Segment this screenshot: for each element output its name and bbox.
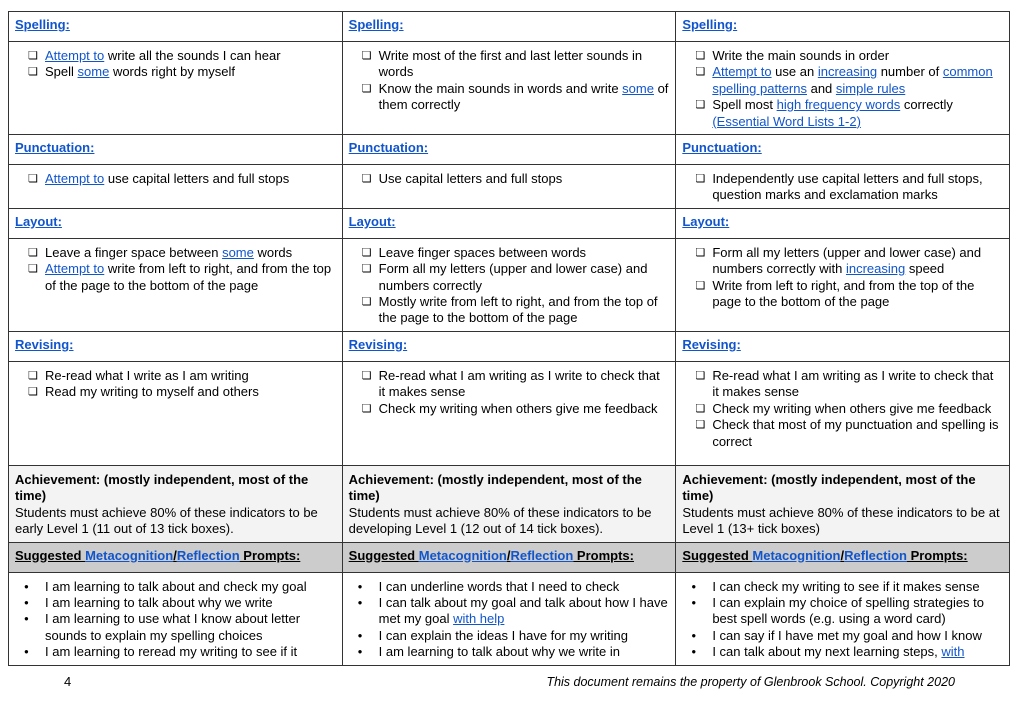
checkbox-list [15,245,336,294]
checkbox-list [682,171,1003,204]
checkbox-list [15,48,336,81]
checkbox-item [379,48,670,81]
section-heading-link[interactable]: Revising: [15,336,74,352]
item-text: I can underline words that I need to check [378,578,620,594]
section-heading-link[interactable]: Layout: [15,213,62,229]
item-text: use an [771,64,818,80]
indicator-cell [676,165,1010,209]
section-heading-link[interactable]: Layout: [348,213,396,229]
prompt-item [712,595,1003,628]
item-text: Write the main sounds in order [712,48,890,63]
item-text: I can explain the ideas I have for my writing [378,627,628,643]
prompts-header-row [9,542,1010,572]
section-header-cell [9,12,343,42]
prompts-header-cell [9,542,343,572]
checkbox-item [379,261,670,294]
inline-link[interactable]: common spelling patterns [712,64,993,96]
section-header-cell [676,208,1010,238]
item-text: use capital letters and full stops [104,171,290,187]
checkbox-item [712,48,1003,64]
prompt-item [379,579,670,595]
indicator-cell [676,361,1010,465]
item-text: Leave finger spaces between words [378,244,587,260]
item-text: Spell most [712,97,777,113]
checkbox-item [45,261,336,294]
item-text: Spell [45,64,78,80]
section-header-cell [676,331,1010,361]
checkbox-item [45,171,336,187]
item-text: Re-read what I am writing as I write to check that it makes sense [712,367,994,400]
section-heading-link[interactable]: Layout: [682,213,730,229]
inline-link[interactable]: simple rules [835,80,906,96]
metacognition-link[interactable]: Metacognition [752,547,841,563]
checkbox-item [379,368,670,401]
inline-link[interactable]: Attempt to [45,261,105,277]
prompt-item [712,628,1003,644]
section-heading-link[interactable]: Punctuation: [348,140,429,156]
achievement-text: Students must achieve 80% of these indicators to be developing Level 1 (12 out of 14 tick boxes). [348,504,652,537]
item-text: write all the sounds I can hear [104,48,281,63]
checkbox-item [45,48,336,64]
inline-link[interactable]: with help [453,611,505,627]
prompt-list [349,579,670,661]
section-content-row [9,238,1010,331]
prompt-item [712,644,1003,660]
checkbox-item [712,401,1003,417]
prompts-header-cell [342,542,676,572]
checkbox-item [712,278,1003,311]
prompts-cell [676,572,1010,665]
item-text: Write from left to right, and from the top of the page to the bottom of the page [712,277,975,310]
prompts-cell [9,572,343,665]
achievement-text: Students must achieve 80% of these indicators to be at Level 1 (13+ tick boxes) [682,504,1000,537]
prompt-item [45,595,336,611]
section-heading-link[interactable]: Revising: [348,336,408,352]
achievement-text: Students must achieve 80% of these indicators to be early Level 1 (11 out of 13 tick boxes). [15,504,318,537]
metacognition-link[interactable]: Metacognition [85,547,174,563]
item-text: I am learning to talk about why we write [45,594,273,610]
item-text: speed [905,261,945,277]
inline-link[interactable]: Attempt to [712,64,772,80]
achievement-row [9,465,1010,542]
checkbox-item [45,245,336,261]
item-text: Know the main sounds in words and write [378,80,623,96]
checkbox-item [712,417,1003,450]
prompt-item [379,595,670,628]
inline-link[interactable]: high frequency words [776,97,901,113]
item-text: I am learning to reread my writing to see if it [45,644,298,660]
indicator-cell [9,238,343,331]
inline-link[interactable]: increasing [845,261,906,277]
checkbox-item [45,368,336,384]
prompts-heading-suffix: Prompts: [573,547,634,563]
section-header-cell [676,12,1010,42]
item-text: and [806,80,836,96]
item-text: I am learning to use what I know about letter sounds to explain my spelling choices [45,611,301,643]
item-text: I am learning to talk about and check my goal [45,578,307,594]
copyright-notice: This document remains the property of Glenbrook School. Copyright 2020 [546,674,955,689]
inline-link[interactable]: some [622,80,654,96]
achievement-title: Achievement: (mostly independent, most of the time) [682,471,976,504]
section-header-cell [9,135,343,165]
prompt-list [15,579,336,661]
section-header-cell [342,208,676,238]
section-header-cell [9,331,343,361]
prompts-heading-slash: / [840,547,845,563]
checkbox-item [379,401,670,417]
inline-link[interactable]: some [222,244,254,260]
item-text: correctly [900,97,953,113]
achievement-cell [342,465,676,542]
reflection-link[interactable]: Reflection [844,547,907,563]
section-header-row [9,12,1010,42]
checkbox-list [15,171,336,187]
inline-link[interactable]: Attempt to [45,171,105,187]
section-content-row [9,361,1010,465]
prompt-list [682,579,1003,661]
item-text: Check my writing when others give me feedback [378,400,658,416]
page-footer [8,674,1010,690]
checkbox-list [349,48,670,114]
item-text: of them correctly [378,80,669,113]
item-text: write from left to right, and from the top of the page to the bottom of the page [45,261,332,293]
indicator-cell [9,42,343,135]
inline-link[interactable]: Attempt to [45,48,105,63]
inline-link[interactable]: (Essential Word Lists 1-2) [712,113,861,129]
item-text: Re-read what I write as I am writing [45,367,249,383]
section-content-row [9,165,1010,209]
indicator-cell [9,361,343,465]
item-text: Check my writing when others give me feedback [712,400,992,416]
section-header-cell [342,331,676,361]
section-heading-link[interactable]: Spelling: [348,17,404,32]
checkbox-item [379,294,670,327]
item-text: Form all my letters (upper and lower case) and numbers correctly [378,261,648,293]
checkbox-list [682,245,1003,311]
item-text: I can talk about my goal and talk about how I have met my goal [378,594,668,627]
checkbox-item [712,368,1003,401]
indicator-cell [342,165,676,209]
item-text: Leave a finger space between [45,244,223,260]
checkbox-item [45,384,336,400]
item-text: Write most of the first and last letter sounds in words [378,48,643,80]
prompts-heading-text: Suggested [348,547,419,563]
prompts-heading-text: Suggested [15,547,86,563]
prompt-item [45,611,336,644]
item-text: Form all my letters (upper and lower case) and numbers correctly with [712,244,982,277]
prompts-header-cell [676,542,1010,572]
indicator-cell [676,42,1010,135]
inline-link[interactable]: with [941,644,965,660]
checkbox-item [712,97,1003,130]
inline-link[interactable]: increasing [817,64,878,80]
prompts-heading-slash: / [173,547,177,563]
achievement-title: Achievement: (mostly independent, most of the time) [348,471,642,504]
section-header-cell [676,135,1010,165]
item-text: Check that most of my punctuation and spelling is correct [712,417,999,449]
checkbox-item [379,81,670,114]
achievement-title: Achievement: (mostly independent, most of the time) [15,471,309,504]
checkbox-list [682,48,1003,130]
indicator-cell [676,238,1010,331]
indicator-cell [342,238,676,331]
checkbox-item [712,171,1003,204]
prompts-cell [342,572,676,665]
section-heading-link[interactable]: Punctuation: [15,140,95,156]
prompts-heading-suffix: Prompts: [906,547,968,563]
checkbox-item [379,171,670,187]
indicator-cell [9,165,343,209]
writing-indicators-table [8,11,1010,666]
prompts-heading-slash: / [506,547,511,563]
section-header-row [9,208,1010,238]
section-content-row [9,42,1010,135]
page-number: 4 [64,673,72,689]
item-text: words right by myself [109,64,236,80]
item-text: I can talk about my next learning steps, [712,644,942,660]
indicator-cell [342,361,676,465]
prompts-heading-suffix: Prompts: [239,547,301,563]
checkbox-item [712,245,1003,278]
prompt-item [45,579,336,595]
checkbox-list [349,171,670,187]
inline-link[interactable]: some [77,64,110,80]
section-header-cell [9,208,343,238]
prompt-item [379,644,670,660]
section-heading-link[interactable]: Revising: [682,336,741,352]
checkbox-list [682,368,1003,450]
indicator-cell [342,42,676,135]
section-heading-link[interactable]: Spelling: [15,17,70,32]
checkbox-list [349,368,670,417]
item-text: Independently use capital letters and full stops, question marks and exclamation marks [712,171,983,203]
item-text: Use capital letters and full stops [378,171,563,187]
item-text: Mostly write from left to right, and from the top of the page to the bottom of the page [378,294,658,326]
prompts-heading-text: Suggested [682,547,753,563]
prompts-row [9,572,1010,665]
reflection-link[interactable]: Reflection [176,547,240,563]
achievement-cell [9,465,343,542]
reflection-link[interactable]: Reflection [510,547,574,563]
section-header-row [9,135,1010,165]
achievement-cell [676,465,1010,542]
checkbox-list [15,368,336,401]
section-header-cell [342,12,676,42]
section-header-row [9,331,1010,361]
item-text: I am learning to talk about why we write in [378,644,620,660]
checkbox-item [379,245,670,261]
checkbox-item [712,64,1003,97]
checkbox-list [349,245,670,327]
prompt-item [45,644,336,660]
item-text: I can check my writing to see if it makes sense [712,578,980,594]
item-text: I can say if I have met my goal and how I know [712,627,982,643]
item-text: Read my writing to myself and others [45,384,259,400]
prompt-item [712,579,1003,595]
prompt-item [379,628,670,644]
item-text: I can explain my choice of spelling strategies to best spell words (e.g. using a word card) [712,594,985,627]
section-header-cell [342,135,676,165]
metacognition-link[interactable]: Metacognition [418,547,507,563]
item-text: words [253,244,293,260]
item-text: Re-read what I am writing as I write to check that it makes sense [378,367,660,400]
checkbox-item [45,64,336,80]
section-heading-link[interactable]: Punctuation: [682,140,762,156]
section-heading-link[interactable]: Spelling: [682,17,738,32]
item-text: number of [877,64,943,80]
